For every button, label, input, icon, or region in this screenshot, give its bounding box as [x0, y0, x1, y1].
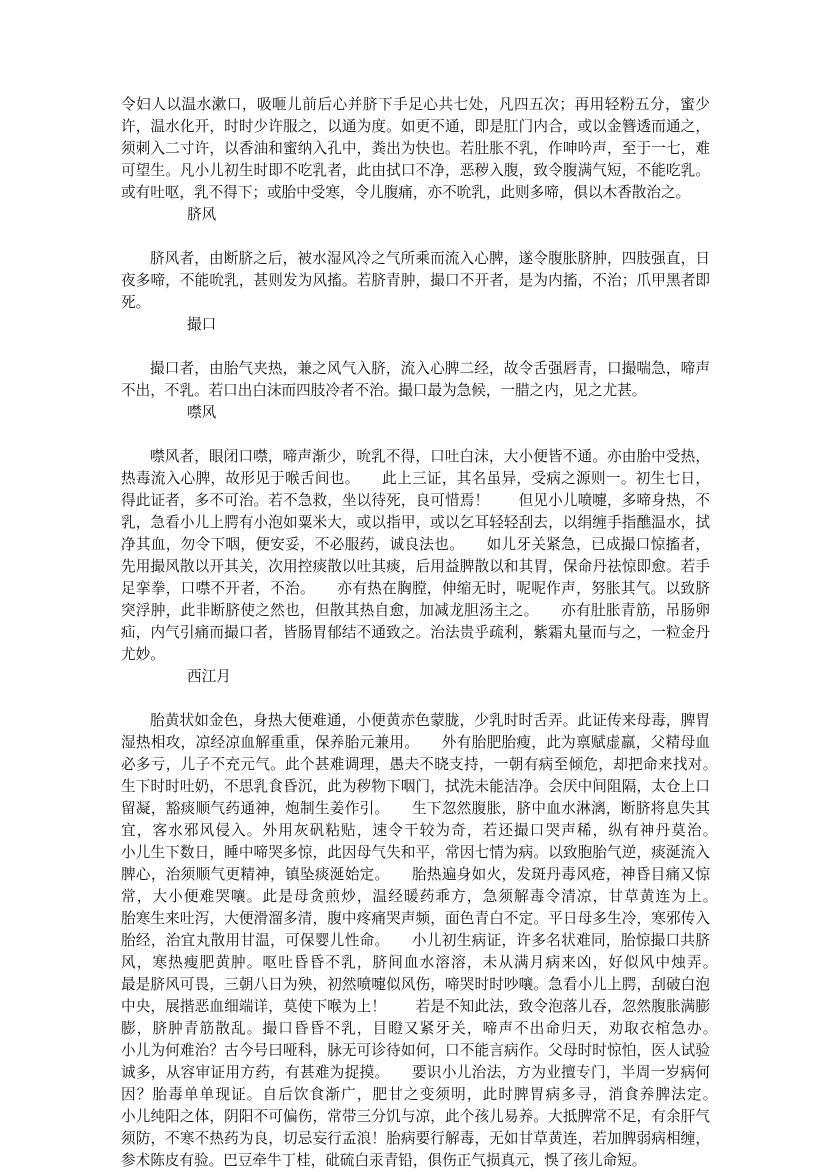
body-paragraph: 令妇人以温水漱口，吸咂儿前后心并脐下手足心共七处，凡四五次；再用轻粉五分，蜜少许，温水化开，时时少许服之，以通为度。如更不通，即是肛门内合，或以金簪透而通之，须刺入二寸许，以香油和蜜纳入孔中，粪出为快也。若肚胀不乳，作呻吟声，至于一七，难可望生。凡小儿初生时即不吃乳者，此由拭口不净，恶秽入腹，致令腹满气短，不能吃乳。或有吐呕，乳不得下；或胎中受寒，令儿腹痛，亦不吮乳，此则多啼，俱以木香散治之。: [121, 96, 710, 201]
section-spacer: [121, 688, 710, 710]
body-paragraph: 噤风者，眼闭口噤，啼声渐少，吮乳不得，口吐白沫，大小便皆不通。亦由胎中受热，热毒流入心脾，故形见于喉舌间也。 此上三证，其名虽异，受病之源则一。初生七日，得此证者，多不可治。若不急救，坐以待死，良可惜焉！ 但见小儿喷嚏，多啼身热，不乳，急看小儿上腭有小泡如粟米大，或以指甲，或以乞耳轻轻刮去，以绢缠手指醮温水，拭净其血，勿令下咽，便安妥，不必服药，诚良法也。 如儿牙关紧急，已成撮口惊搐者，先用撮风散以开其关，次用控痰散以吐其痰，后用益脾散以和其胃，保命丹祛惊即愈。若手足挛拳，口噤不开者，不治。 亦有热在胸膛，伸缩无时，呢呢作声，努胀其气。以致脐突浮肿，此非断脐使之然也，但散其热自愈，加减龙胆汤主之。 亦有肚胀青筋，吊肠卵疝，内气引痛而撮口者，皆肠胃郁结不通致之。治法贵乎疏利，紫霜丸量而与之，一粒金丹尤妙。: [121, 448, 710, 663]
body-paragraph: 胎黄状如金色，身热大便难通，小便黄赤色蒙胧，少乳时时舌弄。此证传来母毒，脾胃湿热相攻，凉经凉血解重重，保养胎元兼用。 外有胎肥胎瘦，此为禀赋虚羸，父精母血必多亏，儿子不充元气。此个甚难调理，愚夫不晓支持，一朝有病至倾危，却把命来找对。 生下时时吐奶，不思乳食昏沉，此为秽物下咽门，拭洗未能洁净。会厌中间阻隔，太仓上口留凝，豁痰顺气药通神，炮制生姜作引。 生下忽然腹胀，脐中血水淋漓，断脐将息失其宜，客水邪风侵入。外用灰矾粘贴，速令干较为奇，若还撮口哭声稀，纵有神丹莫治。 小儿生下数日，睡中啼哭多惊，此因母气失和平，常因七情为病。以致胞胎气逆，痰涎流入脾心，治须顺气更精神，镇坠痰涎始定。 胎热遍身如火，发斑丹毒风疮，神昏目痛又惊常，大小便难哭嚷。此是母贪煎炒，温经暖药乖方，急须解毒令清凉，甘草黄连为上。 胎寒生来吐泻，大便滑溜多清，腹中疼痛哭声频，面色青白不定。平日母多生冷，寒邪传入胎经，治宜丸散用甘温，可保婴儿性命。 小儿初生病证，许多名状难同，胎惊撮口共脐风，寒热瘦肥黄肿。呕吐昏昏不乳，脐间血水溶溶，未从满月病来凶，好似风中烛弄。 最是脐风可畏，三朝八日为殃，初然喷嚏似风伤，啼哭时时吵嚷。急看小儿上腭，刮破白泡中央，展揩恶血细端详，莫使下喉为上！ 若是不知此法，致令泡落儿吞，忽然腹胀满膨膨，脐肿青筋散乱。撮口昏昏不乳，目瞪又紧牙关，啼声不出命归天，劝取衣棺急办。 小儿为何难治？古今号曰哑科，脉无可诊待如何，口不能言病作。父母时时惊怕，医人试验诚多，从容审证用方药，有甚难为捉摸。 要识小儿治法，方为业擅专门，半周一岁病何因？胎毒单单现证。自后饮食渐广，肥甘之变须明，此时脾胃病多寻，消食养脾法定。 小儿纯阳之体，阴阳不可偏伤，常带三分饥与凉，此个孩儿易养。大抵脾常不足，有余肝气须防，不寒不热药为良，切忌妄行孟浪！胎病要行解毒，无如甘草黄连，若加脾弱病相缠，参术陈皮有验。巴豆牵牛丁桂，砒硫白汞青铅，俱伤正气损真元，悞了孩儿命短。: [121, 712, 740, 1169]
section-heading: 西江月: [187, 668, 231, 685]
section-heading: 撮口: [187, 316, 217, 333]
section-heading: 噤风: [187, 404, 217, 421]
section-spacer: [121, 226, 710, 248]
body-paragraph: 撮口者，由胎气夹热，兼之风气入脐，流入心脾二经，故令舌强唇青，口撮喘急，啼声不出，不乳。若口出白沫而四肢冷者不治。撮口最为急候，一腊之内，见之尤甚。: [121, 360, 710, 399]
section-heading: 脐风: [187, 206, 217, 223]
section-spacer: [121, 336, 710, 358]
section-spacer: [121, 424, 710, 446]
body-paragraph: 脐风者，由断脐之后，被水湿风冷之气所乘而流入心脾，遂令腹胀脐肿，四肢强直，日夜多啼，不能吮乳，甚则发为风搐。若脐青肿，撮口不开者，是为内搐，不治；爪甲黑者即死。: [121, 250, 710, 311]
